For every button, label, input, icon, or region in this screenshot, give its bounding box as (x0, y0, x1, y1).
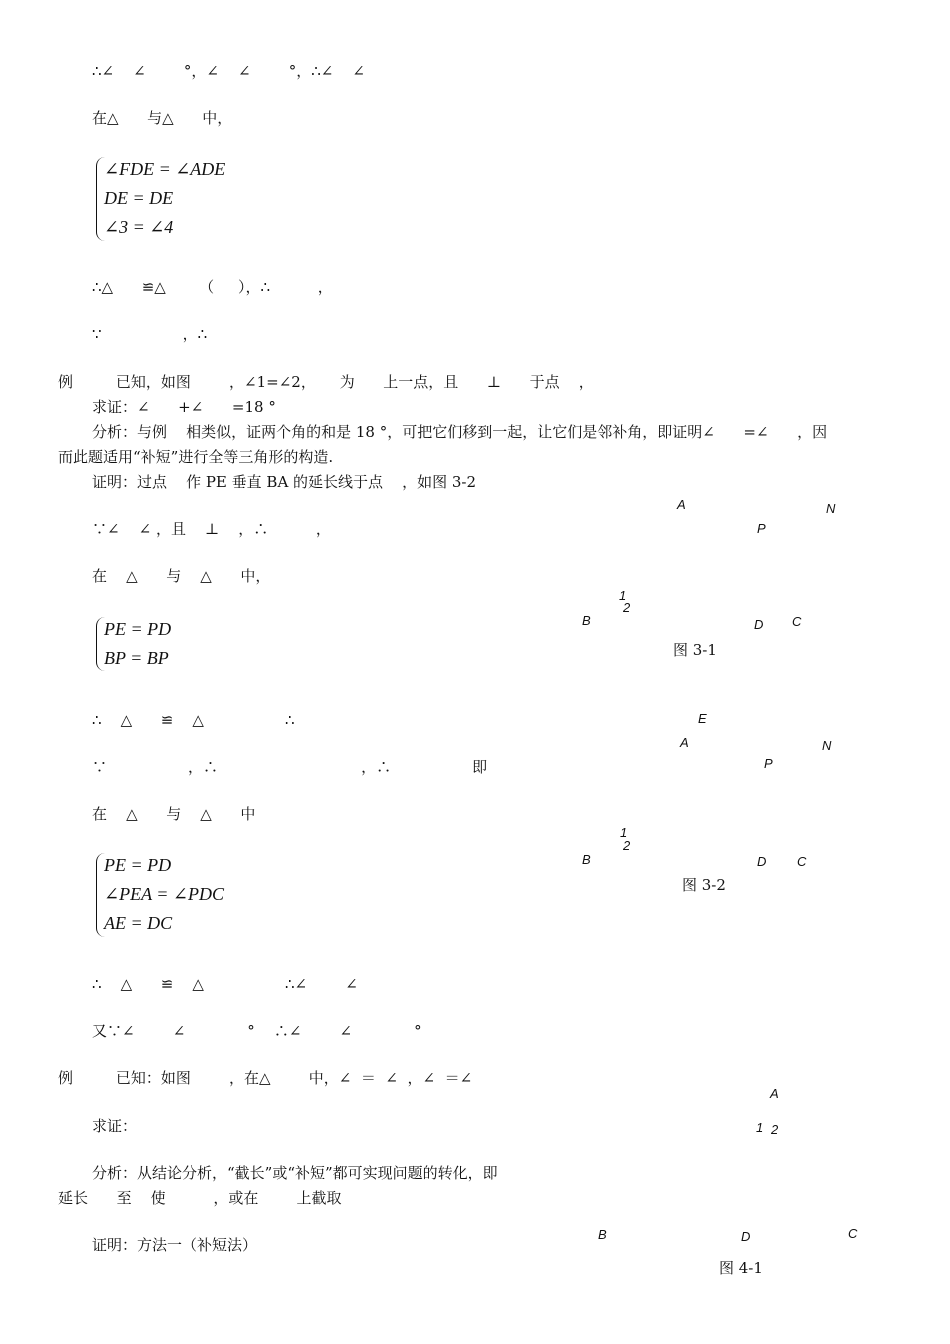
point-label-a: A (770, 1086, 779, 1101)
angle-label-1: 1 (619, 588, 627, 603)
point-label-p: P (764, 756, 773, 771)
point-label-b: B (582, 613, 591, 628)
example-4-analysis-2: 延长 至 使 ，或在 上截取 (58, 1189, 342, 1207)
proof-line-10: ∴ △ ≌ △ ∴∠ ∠ (92, 975, 358, 993)
proof-line-8: ∵ ，∴ ，∴ 即 (92, 758, 488, 776)
equation: DE = DE (104, 188, 174, 208)
proof-line-4: ∵ ，∴ (92, 325, 208, 343)
equation: ∠FDE = ∠ADE (104, 159, 226, 179)
point-label-b: B (582, 852, 591, 867)
point-label-e: E (698, 711, 707, 726)
angle-label-2: 2 (623, 600, 631, 615)
proof-line-7: ∴ △ ≌ △ ∴ (92, 711, 295, 729)
point-label-c: C (848, 1226, 858, 1241)
angle-label-1: 1 (620, 825, 628, 840)
point-label-b: B (598, 1227, 607, 1242)
example-3-analysis-2: 而此题适用“补短”进行全等三角形的构造. (58, 448, 334, 466)
proof-line-11: 又∵∠ ∠ ° ∴∠ ∠ ° (92, 1022, 422, 1040)
equation: ∠PEA = ∠PDC (104, 884, 224, 904)
point-label-n: N (822, 738, 832, 753)
figure-caption: 图 3-1 (673, 641, 717, 659)
equation: ∠3 = ∠4 (104, 217, 174, 237)
angle-label-2: 2 (623, 838, 631, 853)
example-3-analysis-1: 分析：与例 相类似，证两个角的和是 18 °，可把它们移到一起，让它们是邻补角，即证明∠ =∠ ，因 (92, 423, 828, 441)
equation: BP = BP (104, 648, 169, 668)
point-label-a: A (680, 735, 689, 750)
equation: PE = PD (104, 855, 172, 875)
example-3-title: 例 已知，如图 ，∠1=∠2， 为 上一点，且 ⊥ 于点 ， (58, 373, 594, 391)
equation: PE = PD (104, 619, 172, 639)
example-4-analysis-1: 分析：从结论分析，“截长”或“补短”都可实现问题的转化，即 (92, 1164, 498, 1182)
equation: AE = DC (104, 913, 173, 933)
example-4-proof-start: 证明：方法一（补短法） (92, 1236, 258, 1254)
point-label-d: D (741, 1229, 751, 1244)
figure-caption: 图 3-2 (682, 876, 726, 894)
point-label-d: D (754, 617, 764, 632)
angle-label-1: 1 (756, 1120, 764, 1135)
angle-label-2: 2 (771, 1122, 779, 1137)
proof-line-9: 在 △ 与 △ 中 (92, 805, 256, 823)
example-4-title: 例 已知：如图 ，在△ 中，∠ ＝ ∠ ，∠ ＝∠ (58, 1069, 473, 1087)
proof-line-3: ∴△ ≌△ （ ），∴ ， (92, 278, 333, 296)
proof-line-5: ∵∠ ∠ ，且 ⊥ ，∴ ， (92, 520, 331, 538)
point-label-a: A (677, 497, 686, 512)
point-label-p: P (757, 521, 766, 536)
example-3-proof-start: 证明：过点 作 PE 垂直 BA 的延长线于点 ，如图 3-2 (92, 473, 477, 491)
point-label-d: D (757, 854, 767, 869)
figure-caption: 图 4-1 (719, 1259, 763, 1277)
proof-line-6: 在 △ 与 △ 中， (92, 567, 271, 585)
example-4-prove: 求证： (92, 1117, 138, 1135)
proof-line-2: 在△ 与△ 中， (92, 109, 233, 127)
proof-line-1: ∴∠ ∠ °，∠ ∠ °，∴∠ ∠ (92, 62, 366, 80)
point-label-n: N (826, 501, 836, 516)
point-label-c: C (792, 614, 802, 629)
example-3-prove: 求证：∠ +∠ =18 ° (92, 398, 276, 416)
point-label-c: C (797, 854, 807, 869)
